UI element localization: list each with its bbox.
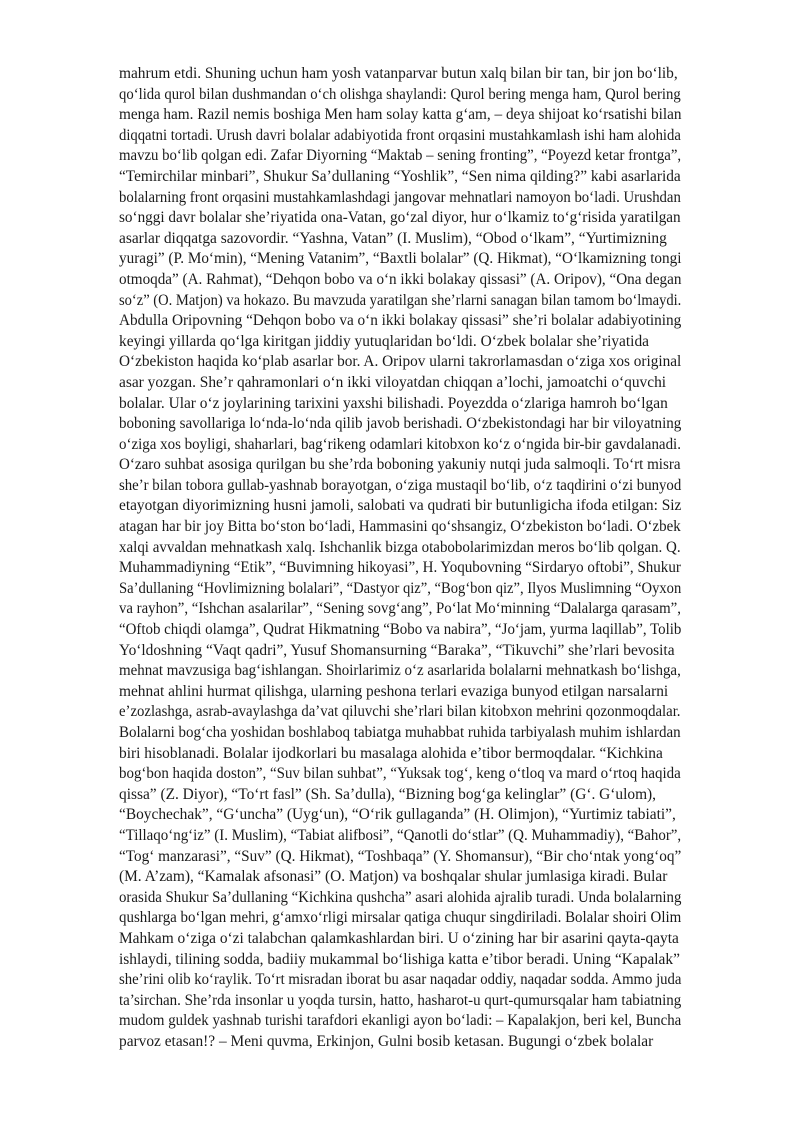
text-line: otmoqda” (A. Rahmat), “Dehqon bobo va o‘n ikki bolakay qissasi” (A. Oripov), “Ona degan (119, 270, 682, 288)
text-line: bolalar. Ular o‘z joylarining tarixini yaxshi bilishadi. Poyezdda o‘zlariga hamroh bo‘lgan (119, 394, 668, 412)
text-line: Abdulla Oripovning “Dehqon bobo va o‘n ikki bolakay qissasi” she’ri bolalar adabiyotining (119, 312, 682, 330)
text-line: O‘zbekiston haqida ko‘plab asarlar bor. A. Oripov ularni takrorlamasdan o‘ziga xos original (119, 353, 682, 371)
text-line: Muhammadiyning “Etik”, “Buvimning hikoyasi”, H. Yoqubovning “Sirdaryo oftobi”, Shukur (119, 559, 681, 577)
text-line: “Temirchilar minbari”, Shukur Sa’dullaning “Yoshlik”, “Sen nima qilding?” kabi asarlarida (119, 167, 681, 185)
text-line: etayotgan diyorimizning husni jamoli, salobati va qudrati bir butunligicha ifoda etilgan: Siz (119, 497, 682, 515)
text-line: mehnat mavzusiga bag‘ishlangan. Shoirlarimiz o‘z asarlarida bolalarni mehnatkash bo‘lishga, (119, 662, 681, 680)
text-line: qissa” (Z. Diyor), “To‘rt fasl” (Sh. Sa’dulla), “Bizning bog‘ga kelinglar” (G‘. G‘ulom), (119, 785, 657, 803)
text-line: mudom guldek yashnab turishi tarafdori ekanligi ayon bo‘ladi: – Kapalakjon, beri kel, Buncha (119, 1012, 682, 1030)
body-text (119, 64, 681, 1053)
text-line: “Tillaqo‘ng‘iz” (I. Muslim), “Tabiat alifbosi”, “Qanotli do‘stlar” (Q. Muhammadiy), “Bahor”, (119, 826, 682, 844)
text-line: o‘ziga xos boyligi, shaharlari, bag‘rikeng odamlari kitobxon ko‘z o‘ngida bir-bir gavdalanadi. (119, 435, 681, 453)
text-line: bog‘bon haqida doston”, “Suv bilan suhbat”, “Yuksak tog‘, keng o‘tloq va mard o‘rtoq haqida (119, 765, 681, 783)
text-line: e’zozlashga, asrab-avaylashga da’vat qiluvchi she’rlari bilan kitobxon mehrini qozonmoqdalar. (119, 703, 681, 721)
text-line: mavzu bo‘lib qolgan edi. Zafar Diyorning “Maktab – sening fronting”, “Poyezd ketar frontga”, (119, 147, 682, 165)
text-line: Bolalarni bog‘cha yoshidan boshlaboq tabiatga muhabbat ruhida tarbiyalash muhim ishlardan (119, 724, 681, 741)
text-line: diqqatni tortadi. Urush davri bolalar adabiyotida front orqasini mustahkamlash ishi ham alohida (119, 126, 681, 144)
text-line: ta’sirchan. She’rda insonlar u yoqda tursin, hatto, hasharot-u qurt-qumursqalar ham tabiatning (119, 991, 682, 1009)
text-line: boboning savollariga lo‘nda-lo‘nda qilib javob berishadi. O‘zbekistondagi har bir viloyatning (119, 415, 682, 433)
text-line: orasida Shukur Sa’dullaning “Kichkina qushcha” asari alohida ajralib turadi. Unda bolalarning (119, 888, 682, 906)
text-line: O‘zaro suhbat asosiga qurilgan bu she’rda boboning yakuniy nutqi juda salmoqli. To‘rt misra (119, 456, 681, 474)
text-line: atagan har bir joy Bitta bo‘ston bo‘ladi, Hammasini qo‘shsangiz, O‘zbekiston bo‘ladi. O‘zbek (119, 518, 681, 536)
text-line: mahrum etdi. Shuning uchun ham yosh vatanparvar butun xalq bilan bir tan, bir jon bo‘lib, (119, 65, 678, 82)
text-line: so‘nggi davr bolalar she’riyatida ona-Vatan, go‘zal diyor, hur o‘lkamiz to‘g‘risida yaratilgan (119, 209, 681, 227)
text-line: Yo‘ldoshning “Vaqt qadri”, Yusuf Shomansurning “Baraka”, “Tikuvchi” she’rlari bevosita (119, 641, 675, 659)
text-line: she’rini olib ko‘raylik. To‘rt misradan iborat bu asar naqadar oddiy, naqadar sodda. Ammo juda (119, 971, 682, 989)
text-line: menga ham. Razil nemis boshiga Men ham solay katta g‘am, – deya shijoat ko‘rsatishi bilan (119, 106, 682, 124)
text-line: “Boychechak”, “G‘uncha” (Uyg‘un), “O‘rik gullaganda” (H. Olimjon), “Yurtimiz tabiati”, (119, 806, 676, 824)
text-line: keyingi yillarda qo‘lga kiritgan jiddiy yutuqlaridan bo‘ldi. O‘zbek bolalar she’riyatida (119, 332, 649, 350)
text-line: (M. A’zam), “Kamalak afsonasi” (O. Matjon) va boshqalar shular jumlasiga kiradi. Bular (119, 868, 668, 886)
text-line: xalqi avvaldan mehnatkash xalq. Ishchanlik bizga otabobolarimizdan meros bo‘lib qolgan. Q. (119, 538, 681, 556)
text-line: mehnat ahlini hurmat qilishga, ularning peshona terlari evaziga bunyod etilgan narsalarni (119, 682, 669, 700)
text-line: yuragi” (P. Mo‘min), “Mening Vatanim”, “Baxtli bolalar” (Q. Hikmat), “O‘lkamizning tongi (119, 250, 682, 268)
text-line: Mahkam o‘ziga o‘zi talabchan qalamkashlardan biri. U o‘zining har bir asarini qayta-qayta (119, 929, 679, 947)
text-line: qo‘lida qurol bilan dushmandan o‘ch olishga shaylandi: Qurol bering menga ham, Qurol bering (119, 85, 681, 103)
text-line: asarlar diqqatga sazovordir. “Yashna, Vatan” (I. Muslim), “Obod o‘lkam”, “Yurtimizning (119, 229, 667, 247)
text-line: Sa’dullaning “Hovlimizning bolalari”, “Dastyor qiz”, “Bog‘bon qiz”, Ilyos Muslimning “Oyxon (119, 579, 682, 597)
text-line: bolalarning front orqasini mustahkamlashdagi jangovar mehnatlari namoyon bo‘ladi. Urushdan (119, 188, 681, 206)
text-line: biri hisoblanadi. Bolalar ijodkorlari bu masalaga alohida e’tibor bermoqdalar. “Kichkina (119, 744, 663, 762)
text-line: ishlaydi, tilining sodda, badiiy mukammal bo‘lishiga katta e’tibor beradi. Uning “Kapalak” (119, 950, 680, 968)
text-line: va rayhon”, “Ishchan asalarilar”, “Sening sovg‘ang”, Po‘lat Mo‘minning “Dalalarga qarasam”, (119, 600, 681, 618)
text-line: she’r bilan tobora gullab-yashnab borayotgan, o‘ziga mustaqil bo‘lib, o‘z taqdirini o‘zi bunyod (119, 476, 682, 494)
text-line: asar yozgan. She’r qahramonlari o‘n ikki viloyatdan chiqqan a’lochi, jamoatchi o‘quvchi (119, 373, 667, 391)
text-line: “Oftob chiqdi olamga”, Qudrat Hikmatning “Bobo va nabira”, “Jo‘jam, yurma laqillab”, Tolib (119, 621, 682, 639)
text-line: so‘z” (O. Matjon) va hokazo. Bu mavzuda yaratilgan she’rlarni sanagan bilan tamom bo‘lmaydi. (119, 291, 682, 309)
text-line: “Tog‘ manzarasi”, “Suv” (Q. Hikmat), “Toshbaqa” (Y. Shomansur), “Bir cho‘ntak yong‘oq” (119, 847, 682, 865)
text-line: qushlarga bo‘lgan mehri, g‘amxo‘rligi mirsalar qatiga chuqur singdiriladi. Bolalar shoiri Olim (119, 909, 682, 927)
text-line: parvoz etasan!? – Meni quvma, Erkinjon, Gulni bosib ketasan. Bugungi o‘zbek bolalar (119, 1032, 654, 1050)
